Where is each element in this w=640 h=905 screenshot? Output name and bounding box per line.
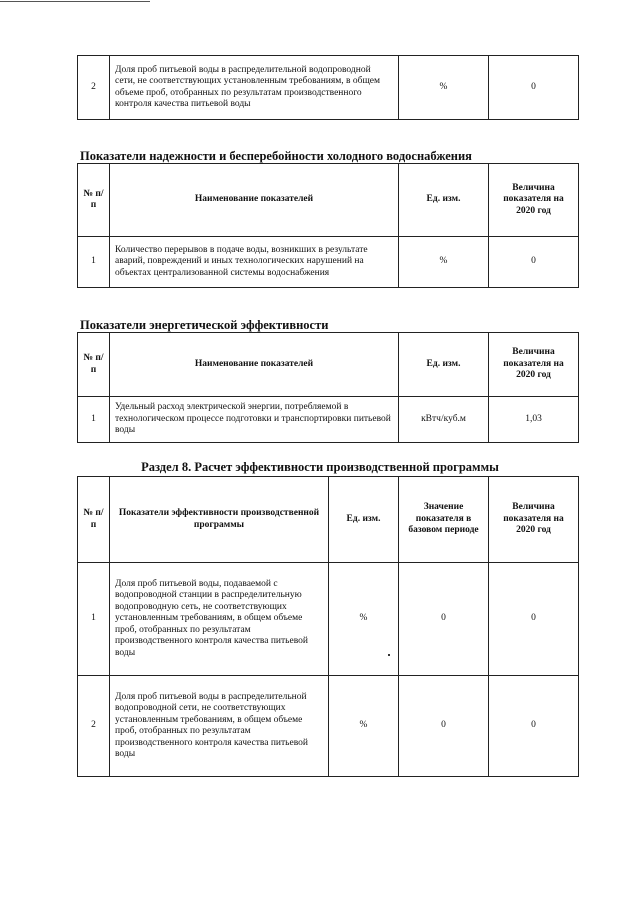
- indicator-name: Удельный расход электрической энергии, потребляемой в технологическом процессе подготовки и транспортировки питьевой воды: [110, 397, 399, 443]
- table-header-row: [78, 333, 579, 397]
- top-rule: [0, 1, 150, 2]
- scan-speck: [388, 654, 390, 656]
- table-row: [78, 676, 579, 777]
- section-8-heading: Раздел 8. Расчет эффективности производственной программы: [141, 460, 499, 474]
- indicator-name: Доля проб питьевой воды в распределительной водопроводной сети, не соответствующих установленным требованиям, в общем объеме проб, отобранных по результатам производственного контроля качества питьевой воды: [110, 676, 329, 777]
- row-number: 1: [78, 397, 110, 443]
- energy-table: [77, 332, 579, 443]
- base-value: 0: [399, 676, 489, 777]
- reliability-table: [77, 163, 579, 288]
- reliability-heading: Показатели надежности и бесперебойности холодного водоснабжения: [80, 149, 472, 163]
- energy-heading: Показатели энергетической эффективности: [80, 318, 329, 332]
- header-unit: Ед. изм.: [399, 164, 489, 237]
- header-unit: Ед. изм.: [329, 477, 399, 563]
- value: 0: [489, 56, 579, 120]
- row-number: 1: [78, 563, 110, 676]
- row-number: 1: [78, 237, 110, 288]
- table-header-row: [78, 477, 579, 563]
- value: 0: [489, 676, 579, 777]
- header-value: Величина показателя на 2020 год: [489, 164, 579, 237]
- table-row: [78, 563, 579, 676]
- value: 0: [489, 563, 579, 676]
- row-number: 2: [78, 56, 110, 120]
- header-name: Показатели эффективности производственной программы: [110, 477, 329, 563]
- row-number: 2: [78, 676, 110, 777]
- table-row: [78, 237, 579, 288]
- header-value: Величина показателя на 2020 год: [489, 333, 579, 397]
- value: 0: [489, 237, 579, 288]
- unit: кВтч/куб.м: [399, 397, 489, 443]
- table-header-row: [78, 164, 579, 237]
- header-name: Наименование показателей: [110, 333, 399, 397]
- header-num: № п/п: [78, 477, 110, 563]
- header-num: № п/п: [78, 164, 110, 237]
- indicator-name: Доля проб питьевой воды, подаваемой с водопроводной станции в распределительную водопроводную сеть, не соответствующих установленным требованиям, в общем объеме проб, отобранных по результатам производственного контроля качества питьевой воды: [110, 563, 329, 676]
- header-num: № п/п: [78, 333, 110, 397]
- continuation-table: [77, 55, 579, 120]
- table-row: [78, 397, 579, 443]
- efficiency-table: [77, 476, 579, 777]
- unit: %: [329, 563, 399, 676]
- header-value: Величина показателя на 2020 год: [489, 477, 579, 563]
- unit: %: [329, 676, 399, 777]
- header-name: Наименование показателей: [110, 164, 399, 237]
- base-value: 0: [399, 563, 489, 676]
- unit: %: [399, 237, 489, 288]
- header-base: Значение показателя в базовом периоде: [399, 477, 489, 563]
- header-unit: Ед. изм.: [399, 333, 489, 397]
- unit: %: [399, 56, 489, 120]
- indicator-name: Доля проб питьевой воды в распределительной водопроводной сети, не соответствующих установленным требованиям, в общем объеме проб, отобранных по результатам производственного контроля качества питьевой воды: [110, 56, 399, 120]
- table-row: [78, 56, 579, 120]
- value: 1,03: [489, 397, 579, 443]
- indicator-name: Количество перерывов в подаче воды, возникших в результате аварий, повреждений и иных технологических нарушений на объектах централизованной системы водоснабжения: [110, 237, 399, 288]
